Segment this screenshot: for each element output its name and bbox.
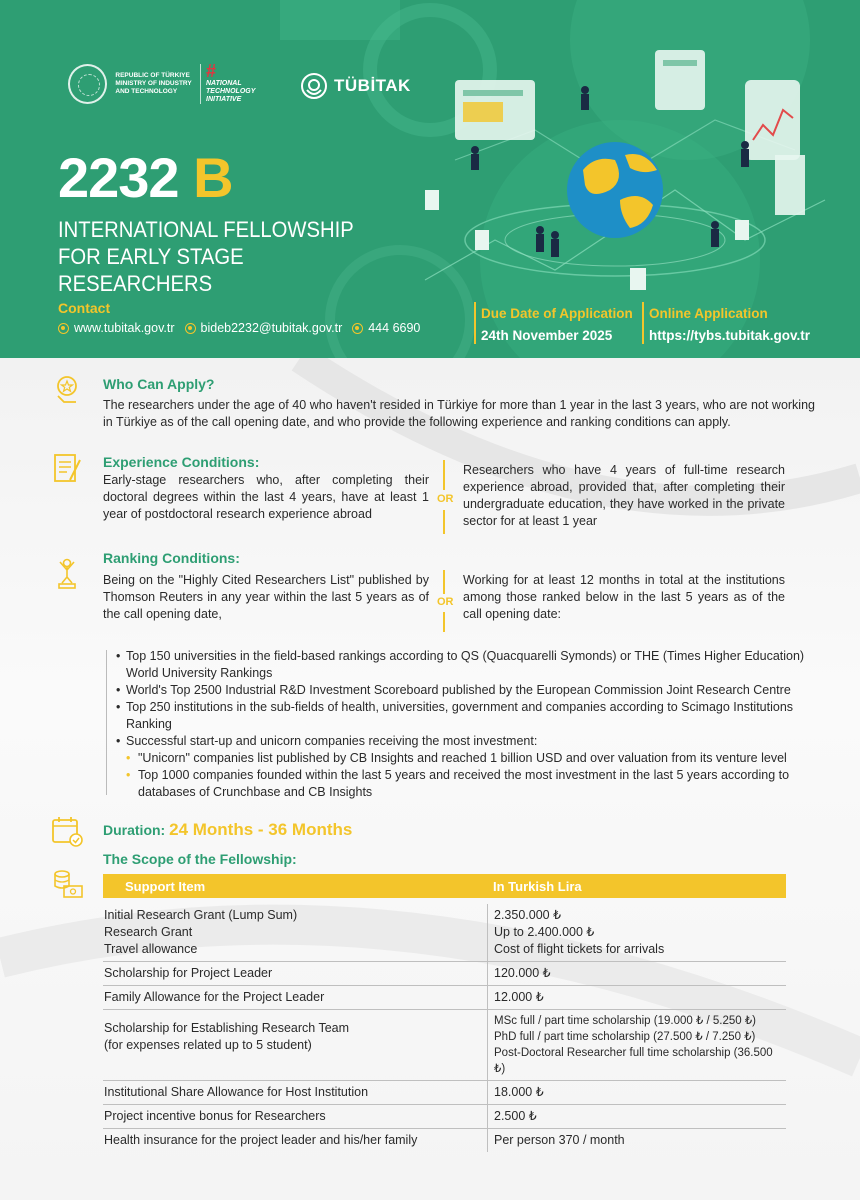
network-illustration [415,40,835,300]
ministry-seal-icon [68,64,107,104]
who-can-apply-title: Who Can Apply? [103,376,215,392]
due-date-value: 24th November 2025 [481,328,613,343]
calendar-check-icon [50,814,84,848]
table-row: Family Allowance for the Project Leader 12.000 ₺ [103,986,786,1010]
ntm-logo: # NATIONAL TECHNOLOGY INITIATIVE [206,62,276,106]
email-icon [185,323,196,334]
ranking-title: Ranking Conditions: [103,550,240,566]
ranking-or-bar-bottom [443,612,445,632]
duration-value: 24 Months - 36 Months [169,820,353,839]
scope-title: The Scope of the Fellowship: [103,851,297,867]
logo-divider [200,64,201,104]
sub-list-item: • Top 1000 companies founded within the last 5 years and received the most investment in the last 5 years according to databases of Crunchbase and CB Insights [116,767,816,801]
phone-icon [352,323,363,334]
online-application-label: Online Application [649,306,768,321]
ranking-or-bar-top [443,570,445,594]
ministry-logo: REPUBLIC OF TÜRKIYE MINISTRY OF INDUSTRY AND TECHNOLOGY [68,60,198,108]
table-row: Health insurance for the project leader and his/her family Per person 370 / month [103,1129,786,1152]
ranking-right: Working for at least 12 months in total at the institutions among those ranked below in the last 5 years as of the call opening date: [463,573,785,621]
due-date-label: Due Date of Application [481,306,633,321]
ranking-left: Being on the "Highly Cited Researchers List" published by Thomson Reuters in any year within the last 5 years as of the call opening date, [103,573,429,621]
column-header-support-item: Support Item [125,878,206,894]
table-row: Scholarship for Establishing Research Team (for expenses related up to 5 student) MSc full / part time scholarship (19.000 ₺ / 5.250 ₺) PhD full / part time scholarship (27.500 ₺ / 7.250 ₺) Post-Doctoral Researcher full time scholarship (36.500 ₺) [103,1010,786,1081]
duration-label: Duration: [103,822,166,838]
phone-number[interactable]: 444 6690 [368,321,421,335]
sub-list-item: • "Unicorn" companies list published by CB Insights and reached 1 billion USD and over valuation from its venture level [116,750,816,767]
column-header-turkish-lira: In Turkish Lira [493,878,582,894]
tubitak-mark-icon [300,72,328,100]
experience-or-bar-top [443,460,445,490]
document-pen-icon [50,452,84,486]
list-item: • World's Top 2500 Industrial R&D Investment Scoreboard published by the European Commission Joint Research Centre [116,682,816,699]
ntm-hash-mark: # [206,61,217,81]
bullet-list-bar [106,650,107,795]
coins-money-icon [50,866,84,900]
website-link[interactable]: www.tubitak.gov.tr [74,321,175,335]
due-separator [474,302,476,344]
experience-title: Experience Conditions: [103,454,260,470]
list-item: • Successful start-up and unicorn companies receiving the most investment: [116,733,816,750]
table-header [103,874,786,898]
fellowship-scope-table [103,874,786,1152]
globe-icon [58,323,69,334]
program-number: 2232 B [58,146,233,209]
table-row: Institutional Share Allowance for Host Institution 18.000 ₺ [103,1081,786,1105]
ranking-or: OR [437,596,454,608]
list-item: • Top 250 institutions in the sub-fields of health, universities, government and companies according to Scimago Institutions Ranking [116,699,816,733]
list-item: • Top 150 universities in the field-based rankings according to QS (Quacquarelli Symonds) or THE (Times Higher Education) World University Rankings [116,648,816,682]
duration-heading [103,820,352,840]
table-row: Scholarship for Project Leader 120.000 ₺ [103,962,786,986]
tubitak-logo: TÜBİTAK [300,66,420,106]
hand-star-icon [50,374,84,408]
program-letter: B [193,146,233,209]
ranking-bullet-list [116,648,816,801]
table-row: Project incentive bonus for Researchers 2.500 ₺ [103,1105,786,1129]
experience-right: Researchers who have 4 years of full-time research experience abroad, provided that, after completing their undergraduate education, they have worked in the private sector for at least 1 year [463,463,785,528]
online-application-link[interactable]: https://tybs.tubitak.gov.tr [649,328,810,343]
experience-or: OR [437,493,454,505]
header-banner [0,0,860,358]
email-link[interactable]: bideb2232@tubitak.gov.tr [200,321,343,335]
contact-label: Contact [58,300,111,316]
contact-row [58,321,430,335]
experience-left: Early-stage researchers who, after completing their doctoral degrees within the last 4 years, have at least 1 year of postdoctoral research experience abroad [103,473,429,521]
experience-or-bar-bottom [443,510,445,534]
table-row: Initial Research Grant (Lump Sum) Research Grant Travel allowance 2.350.000 ₺ Up to 2.400.000 ₺ Cost of flight tickets for arrivals [103,898,786,962]
who-can-apply-text: The researchers under the age of 40 who haven't resided in Türkiye for more than 1 year in the last 3 years, who are not working in Türkiye as of the call opening date, and who provide the following experience and ranking conditions can apply. [103,398,815,429]
trophy-person-icon [50,556,84,590]
program-title: INTERNATIONAL FELLOWSHIP FOR EARLY STAGE RESEARCHERS [58,217,354,296]
online-separator [642,302,644,344]
